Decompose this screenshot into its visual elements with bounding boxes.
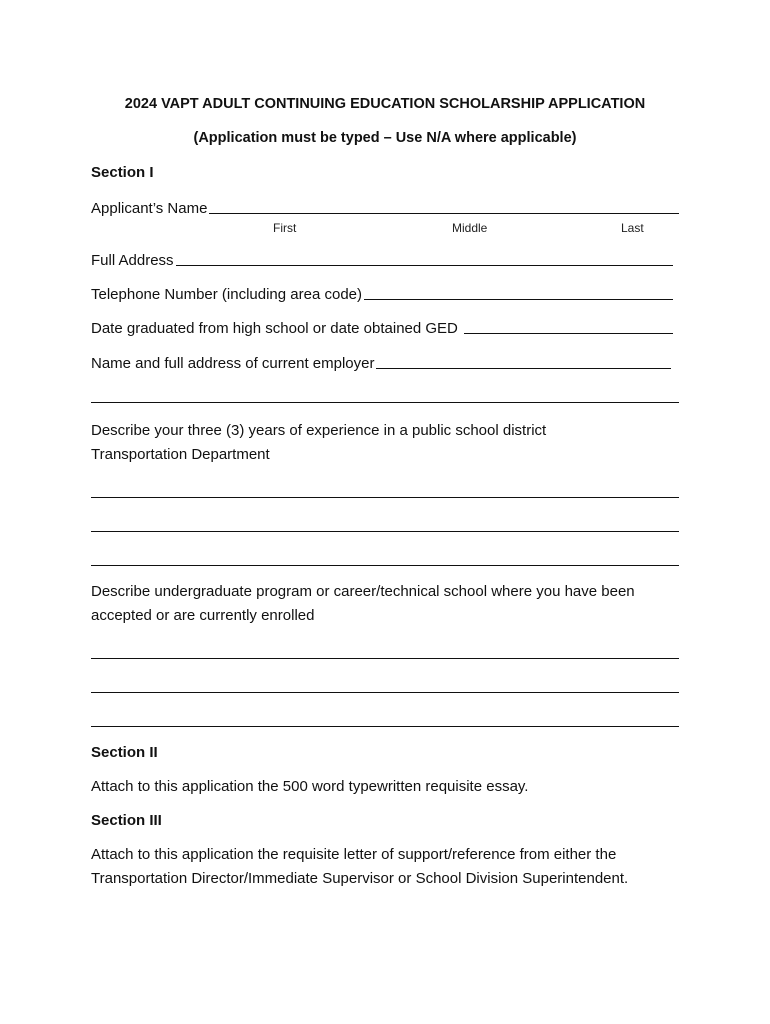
section-3-text-line-1: Attach to this application the requisite letter of support/reference from either the [91, 846, 617, 863]
section-2-heading: Section II [91, 744, 158, 761]
telephone-label: Telephone Number (including area code) [91, 286, 362, 303]
program-answer-line-1[interactable] [91, 658, 679, 659]
employer-continuation-line[interactable] [91, 402, 679, 403]
full-address-label: Full Address [91, 252, 174, 269]
program-prompt-line-1: Describe undergraduate program or career/technical school where you have been [91, 583, 635, 600]
experience-prompt-line-1: Describe your three (3) years of experience in a public school district [91, 422, 547, 439]
employer-label: Name and full address of current employer [91, 355, 375, 372]
last-name-caption: Last [621, 221, 644, 235]
program-answer-line-3[interactable] [91, 726, 679, 727]
experience-answer-line-2[interactable] [91, 531, 679, 532]
form-title: 2024 VAPT ADULT CONTINUING EDUCATION SCHOLARSHIP APPLICATION [124, 96, 646, 112]
experience-answer-line-3[interactable] [91, 565, 679, 566]
experience-prompt-line-2: Transportation Department [91, 446, 270, 463]
employer-field[interactable] [91, 354, 671, 372]
program-prompt-line-2: accepted or are currently enrolled [91, 607, 315, 624]
first-name-caption: First [273, 221, 297, 235]
applicant-name-field[interactable] [91, 199, 679, 217]
date-graduated-input-line[interactable] [464, 319, 673, 334]
experience-answer-line-1[interactable] [91, 497, 679, 498]
form-subtitle: (Application must be typed – Use N/A where applicable) [193, 130, 577, 146]
telephone-field[interactable] [91, 285, 673, 303]
section-3-text-line-2: Transportation Director/Immediate Supervisor or School Division Superintendent. [91, 870, 629, 887]
section-2-text: Attach to this application the 500 word typewritten requisite essay. [91, 778, 529, 795]
applicant-name-input-line[interactable] [209, 199, 679, 214]
program-answer-line-2[interactable] [91, 692, 679, 693]
full-address-input-line[interactable] [176, 251, 673, 266]
section-1-heading: Section I [91, 164, 154, 181]
applicant-name-label: Applicant’s Name [91, 200, 208, 217]
full-address-field[interactable] [91, 251, 673, 269]
date-graduated-label: Date graduated from high school or date obtained GED [91, 320, 458, 337]
date-graduated-field[interactable] [91, 319, 673, 337]
telephone-input-line[interactable] [364, 285, 673, 300]
section-3-heading: Section III [91, 812, 162, 829]
middle-name-caption: Middle [452, 221, 488, 235]
employer-input-line[interactable] [376, 354, 671, 369]
